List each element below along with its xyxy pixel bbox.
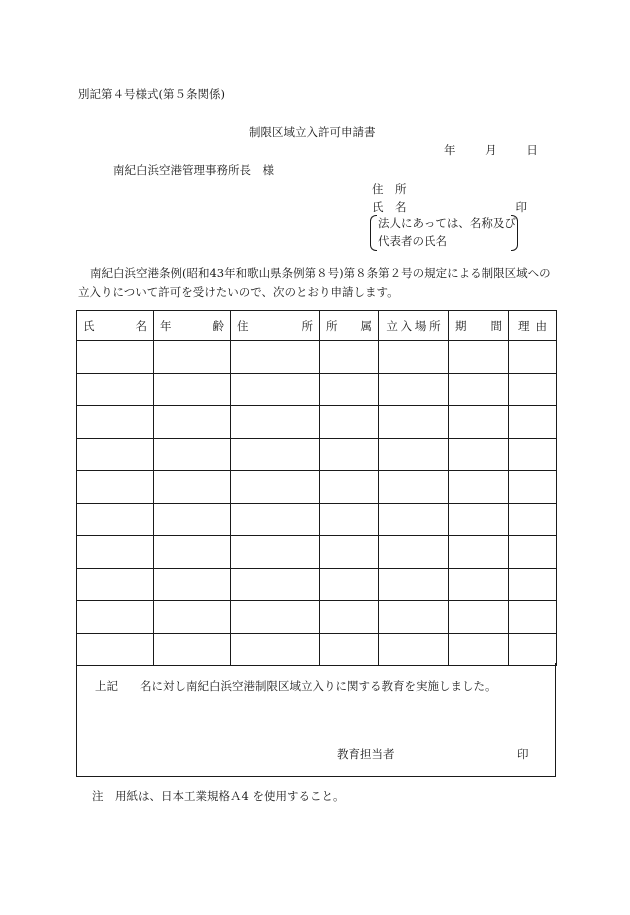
cell-entry-location[interactable] <box>379 471 449 504</box>
cell-reason[interactable] <box>509 601 557 634</box>
education-statement <box>95 678 497 694</box>
cell-entry-location[interactable] <box>379 373 449 406</box>
header-affiliation: 所 属 <box>320 311 379 341</box>
cell-reason[interactable] <box>509 568 557 601</box>
cell-entry-location[interactable] <box>379 601 449 634</box>
cell-age[interactable] <box>154 633 231 666</box>
addressee: 南紀白浜空港管理事務所長 様 <box>113 163 274 177</box>
cell-address[interactable] <box>231 341 320 374</box>
cell-period[interactable] <box>449 568 509 601</box>
cell-age[interactable] <box>154 341 231 374</box>
cell-period[interactable] <box>449 536 509 569</box>
table-row <box>77 471 557 504</box>
right-bracket <box>511 215 518 251</box>
cell-affiliation[interactable] <box>320 503 379 536</box>
cell-period[interactable] <box>449 601 509 634</box>
cell-reason[interactable] <box>509 633 557 666</box>
date-day: 日 <box>526 143 538 157</box>
table-row <box>77 373 557 406</box>
cell-entry-location[interactable] <box>379 438 449 471</box>
cell-age[interactable] <box>154 536 231 569</box>
left-bracket <box>370 215 377 251</box>
cell-name[interactable] <box>77 536 154 569</box>
cell-name[interactable] <box>77 633 154 666</box>
cell-entry-location[interactable] <box>379 568 449 601</box>
cell-affiliation[interactable] <box>320 601 379 634</box>
cell-reason[interactable] <box>509 503 557 536</box>
header-reason: 理 由 <box>509 311 557 341</box>
date-year: 年 <box>444 143 456 157</box>
header-entry-location: 立 入 場 所 <box>379 311 449 341</box>
form-number-label: 別記第４号様式(第５条関係) <box>78 87 225 101</box>
table-header-row <box>77 311 557 341</box>
cell-affiliation[interactable] <box>320 536 379 569</box>
cell-name[interactable] <box>77 373 154 406</box>
cell-name[interactable] <box>77 568 154 601</box>
cell-name[interactable] <box>77 503 154 536</box>
education-box <box>76 663 556 777</box>
cell-name[interactable] <box>77 438 154 471</box>
cell-age[interactable] <box>154 471 231 504</box>
corporation-note <box>370 214 518 252</box>
cell-address[interactable] <box>231 438 320 471</box>
cell-address[interactable] <box>231 471 320 504</box>
cell-affiliation[interactable] <box>320 568 379 601</box>
cell-affiliation[interactable] <box>320 438 379 471</box>
cell-reason[interactable] <box>509 341 557 374</box>
cell-age[interactable] <box>154 503 231 536</box>
table-row <box>77 438 557 471</box>
applicant-name-label: 氏 名 <box>372 200 407 214</box>
applicant-seal-mark: 印 <box>515 200 527 214</box>
intro-paragraph: 南紀白浜空港条例(昭和43年和歌山県条例第８号)第８条第２号の規定による制限区域への立入りについて許可を受けたいので、次のとおり申請します。 <box>78 266 551 299</box>
cell-age[interactable] <box>154 438 231 471</box>
document-title: 制限区域立入許可申請書 <box>249 125 376 139</box>
cell-reason[interactable] <box>509 536 557 569</box>
cell-period[interactable] <box>449 438 509 471</box>
table-row <box>77 341 557 374</box>
applicant-address-label: 住 所 <box>372 182 407 196</box>
corporation-note-text: 法人にあっては、名称及び代表者の氏名 <box>378 216 516 248</box>
table-row <box>77 503 557 536</box>
cell-entry-location[interactable] <box>379 503 449 536</box>
header-address: 住 所 <box>231 311 320 341</box>
table-row <box>77 633 557 666</box>
cell-affiliation[interactable] <box>320 406 379 439</box>
cell-period[interactable] <box>449 471 509 504</box>
cell-reason[interactable] <box>509 406 557 439</box>
cell-name[interactable] <box>77 601 154 634</box>
cell-entry-location[interactable] <box>379 633 449 666</box>
cell-entry-location[interactable] <box>379 406 449 439</box>
cell-address[interactable] <box>231 503 320 536</box>
table-row <box>77 406 557 439</box>
cell-address[interactable] <box>231 373 320 406</box>
cell-age[interactable] <box>154 601 231 634</box>
cell-affiliation[interactable] <box>320 341 379 374</box>
cell-name[interactable] <box>77 471 154 504</box>
cell-affiliation[interactable] <box>320 471 379 504</box>
cell-age[interactable] <box>154 568 231 601</box>
cell-period[interactable] <box>449 341 509 374</box>
header-period: 期 間 <box>449 311 509 341</box>
cell-address[interactable] <box>231 633 320 666</box>
cell-period[interactable] <box>449 503 509 536</box>
cell-entry-location[interactable] <box>379 536 449 569</box>
cell-period[interactable] <box>449 633 509 666</box>
footnote: 注 用紙は、日本工業規格Ａ4 を使用すること。 <box>92 789 345 803</box>
cell-age[interactable] <box>154 373 231 406</box>
education-text: 名に対し南紀白浜空港制限区域立入りに関する教育を実施しました。 <box>140 679 497 693</box>
cell-address[interactable] <box>231 406 320 439</box>
cell-address[interactable] <box>231 536 320 569</box>
cell-address[interactable] <box>231 601 320 634</box>
table-row <box>77 568 557 601</box>
cell-affiliation[interactable] <box>320 633 379 666</box>
education-prefix: 上記 <box>95 679 118 693</box>
date-line <box>444 142 538 158</box>
header-age: 年 齢 <box>154 311 231 341</box>
cell-period[interactable] <box>449 406 509 439</box>
cell-name[interactable] <box>77 406 154 439</box>
applicant-table <box>76 310 557 666</box>
cell-period[interactable] <box>449 373 509 406</box>
cell-reason[interactable] <box>509 471 557 504</box>
education-seal-mark: 印 <box>517 747 529 761</box>
cell-age[interactable] <box>154 406 231 439</box>
applicant-name-row <box>372 199 527 215</box>
cell-address[interactable] <box>231 568 320 601</box>
cell-entry-location[interactable] <box>379 341 449 374</box>
table-row <box>77 601 557 634</box>
cell-affiliation[interactable] <box>320 373 379 406</box>
education-person-label: 教育担当者 <box>337 747 395 761</box>
date-month: 月 <box>485 143 497 157</box>
table-row <box>77 536 557 569</box>
header-name: 氏 名 <box>77 311 154 341</box>
cell-reason[interactable] <box>509 373 557 406</box>
cell-reason[interactable] <box>509 438 557 471</box>
cell-name[interactable] <box>77 341 154 374</box>
